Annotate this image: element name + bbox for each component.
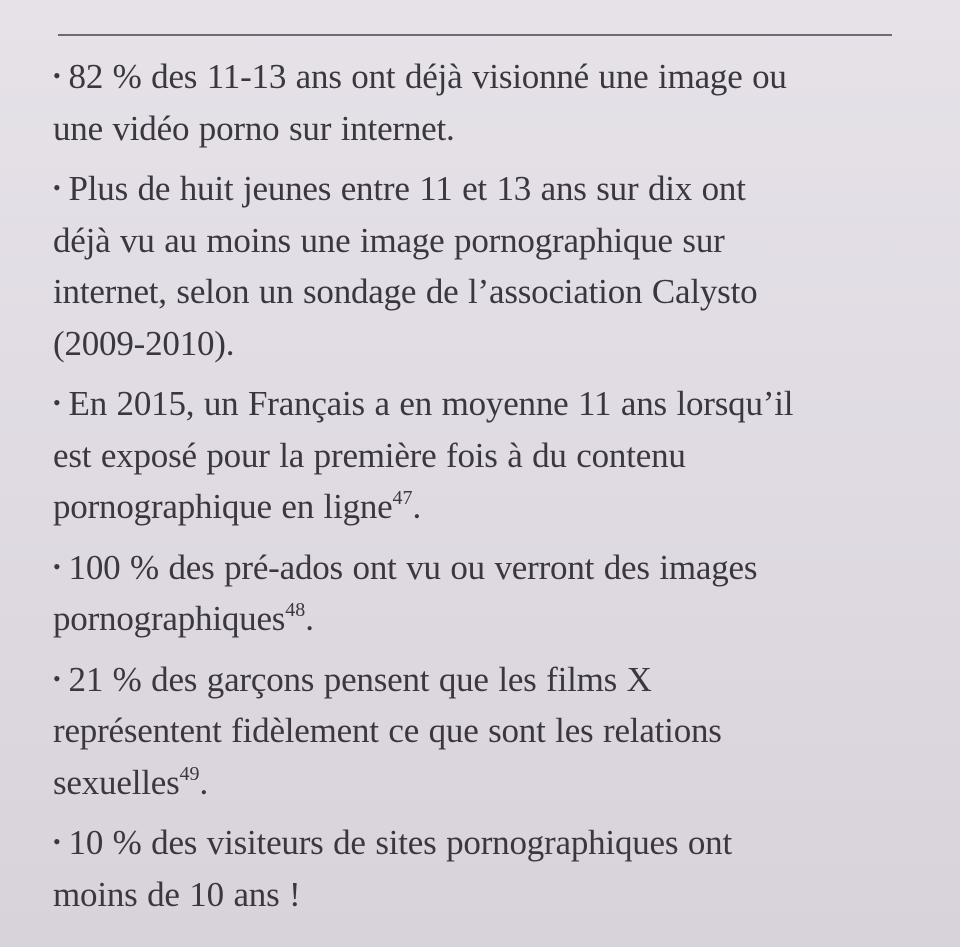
- text-line: 100 % des pré-ados ont vu ou verront des images: [68, 547, 758, 587]
- list-item: [53, 50, 913, 154]
- bullet-icon: •: [53, 390, 61, 415]
- bullet-icon: •: [53, 175, 61, 200]
- line: [53, 50, 913, 103]
- text-line: 10 % des visiteurs de sites pornographiques ont: [68, 823, 732, 862]
- footnote-marker: 47: [392, 487, 413, 509]
- sentence-end: .: [412, 487, 422, 526]
- sentence-end: .: [305, 599, 314, 638]
- line: [53, 377, 913, 430]
- text-line: sexuelles: [53, 762, 180, 802]
- line: [53, 757, 913, 809]
- line: [53, 653, 913, 706]
- text-line: (2009-2010).: [53, 323, 235, 363]
- line: [53, 481, 913, 533]
- text-line: Plus de huit jeunes entre 11 et 13 ans sur dix ont: [68, 169, 746, 208]
- line: [53, 162, 913, 215]
- text-line: pornographiques: [53, 599, 286, 638]
- footnote-marker: 49: [179, 762, 200, 785]
- line: [53, 593, 913, 645]
- text-line: 82 % des 11-13 ans ont déjà visionné une image ou: [68, 57, 787, 96]
- line: [53, 816, 913, 869]
- text-line: En 2015, un Français a en moyenne 11 ans lorsqu’il: [68, 384, 794, 423]
- list-item: [53, 653, 913, 809]
- text-line: pornographique en ligne: [53, 487, 393, 526]
- text-line: moins de 10 ans !: [53, 874, 301, 914]
- list-item: [53, 377, 913, 533]
- footnote-marker: 48: [285, 599, 306, 621]
- list-item: [53, 816, 913, 920]
- text-line: est exposé pour la première fois à du contenu: [53, 435, 686, 475]
- top-rule-divider: [58, 34, 892, 36]
- text-line: déjà vu au moins une image pornographique sur: [53, 220, 725, 260]
- bullet-icon: •: [53, 553, 61, 579]
- text-line: 21 % des garçons pensent que les films X: [68, 659, 652, 699]
- statistics-list: [53, 50, 913, 928]
- text-line: internet, selon un sondage de l’association Calysto: [53, 272, 758, 311]
- list-item: [53, 162, 913, 369]
- text-line: une vidéo porno sur internet.: [53, 108, 455, 148]
- bullet-icon: •: [53, 665, 61, 691]
- line: [53, 541, 913, 594]
- bullet-icon: •: [53, 829, 61, 854]
- list-item: [53, 541, 913, 645]
- bullet-icon: •: [53, 63, 61, 88]
- sentence-end: .: [199, 762, 209, 802]
- text-line: représentent fidèlement ce que sont les relations: [53, 711, 722, 750]
